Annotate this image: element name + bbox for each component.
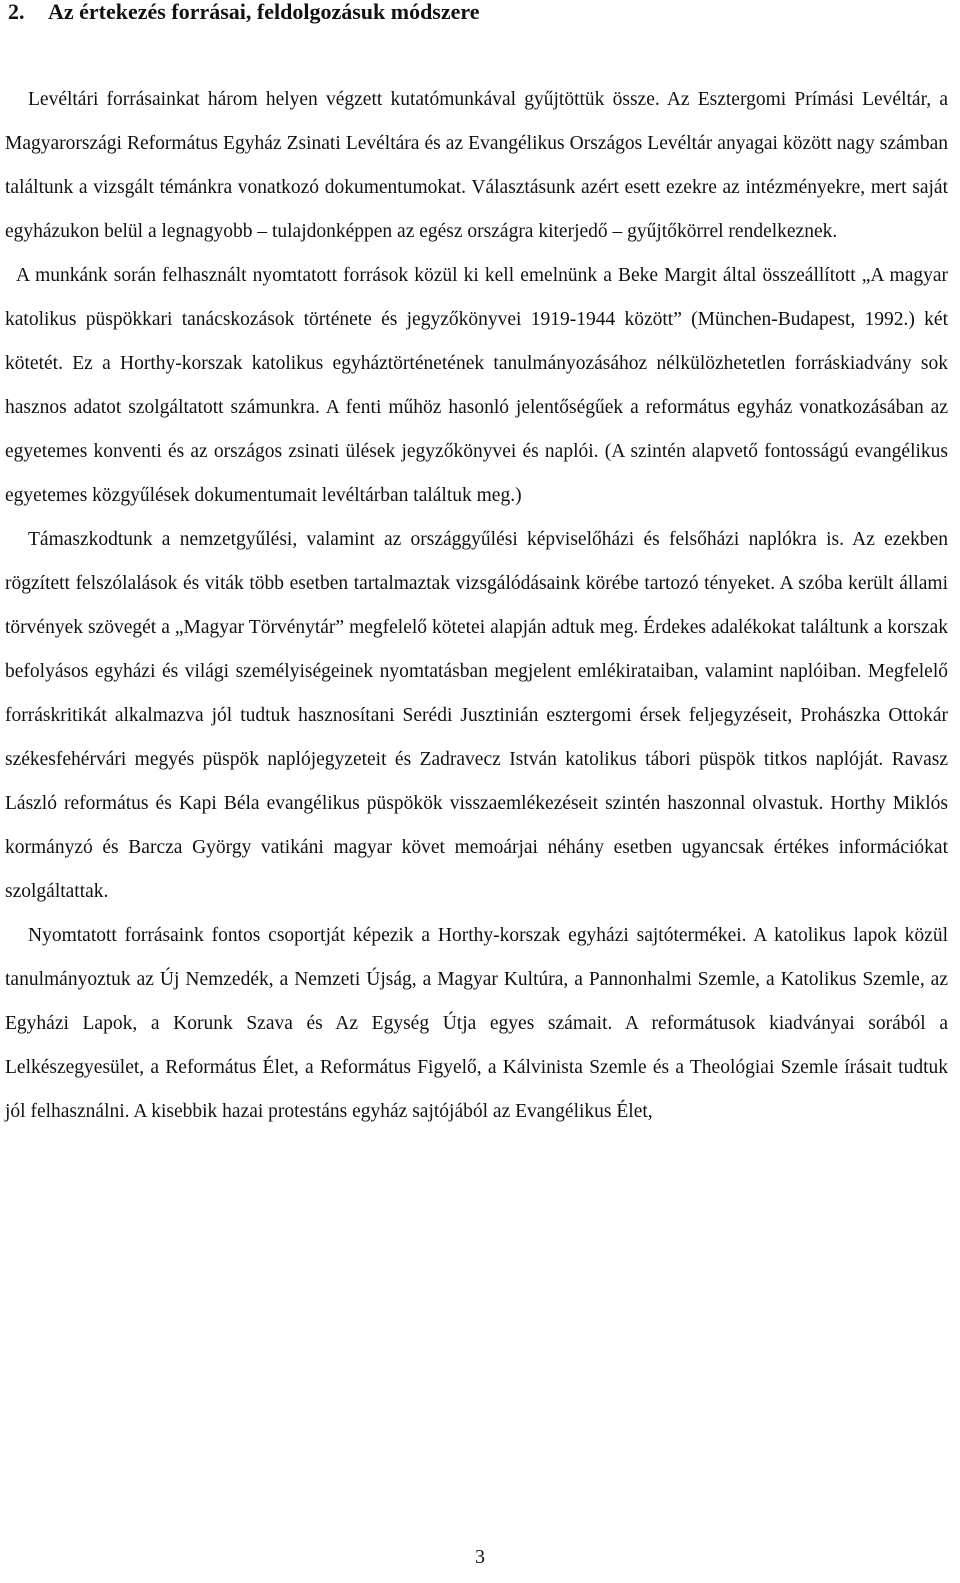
paragraph-church-press: Nyomtatott forrásaink fontos csoportját képezik a Horthy-korszak egyházi sajtótermékei. A katolikus lapok közül tanulmányoztuk az Új Nemzedék, a Nemzeti Újság, a Magyar Kultúra, a Pannonhalmi Szemle, a Katolikus Szemle, az Egyházi Lapok, a Korunk Szava és Az Egység Útja egyes számait. A reformátusok kiadványai sorából a Lelkészegyesület, a Református Élet, a Református Figyelő, a Kálvinista Szemle és a Theológiai Szemle írásait tudtuk jól felhasználni. A kisebbik hazai protestáns egyház sajtójából az Evangélikus Élet, — [5, 925, 948, 1122]
section-heading — [8, 0, 480, 26]
section-title: Az értekezés forrásai, feldolgozásuk módszere — [48, 0, 480, 24]
body-text — [5, 78, 948, 1134]
paragraph-printed-sources: A munkánk során felhasznált nyomtatott források közül ki kell emelnünk a Beke Margit által összeállított „A magyar katolikus püspökkari tanácskozások története és jegyzőkönyvei 1919-1944 között” (München-Budapest, 1992.) két kötetét. Ez a Horthy-korszak katolikus egyháztörténetének tanulmányozásához nélkülözhetetlen forráskiadvány sok hasznos adatot szolgáltatott számunkra. A fenti műhöz hasonló jelentőségűek a református egyház vonatkozásában az egyetemes konventi és az országos zsinati ülések jegyzőkönyvei és naplói. (A szintén alapvető fontosságú evangélikus egyetemes közgyűlések dokumentumait levéltárban találtuk meg.) — [5, 265, 948, 506]
paragraph-parliamentary-records: Támaszkodtunk a nemzetgyűlési, valamint az országgyűlési képviselőházi és felsőházi naplókra is. Az ezekben rögzített felszólalások és viták több esetben tartalmaztak vizsgálódásaink körébe tartozó tényeket. A szóba került állami törvények szövegét a „Magyar Törvénytár” megfelelő kötetei alapján adtuk meg. Érdekes adalékokat találtunk a korszak befolyásos egyházi és világi személyiségeinek nyomtatásban megjelent emlékirataiban, valamint naplóiban. Megfelelő forráskritikát alkalmazva jól tudtuk hasznosítani Serédi Jusztinián esztergomi érsek feljegyzéseit, Prohászka Ottokár székesfehérvári megyés püspök naplójegyzeteit és Zadravecz István katolikus tábori püspök titkos naplóját. Ravasz László református és Kapi Béla evangélikus püspökök visszaemlékezéseit szintén haszonnal olvastuk. Horthy Miklós kormányzó és Barcza György vatikáni magyar követ memoárjai néhány esetben ugyancsak értékes információkat szolgáltattak. — [5, 529, 948, 902]
page-number: 3 — [475, 1546, 485, 1568]
paragraph-archival-sources: Levéltári forrásainkat három helyen végzett kutatómunkával gyűjtöttük össze. Az Esztergomi Prímási Levéltár, a Magyarországi Református Egyház Zsinati Levéltára és az Evangélikus Országos Levéltár anyagai között nagy számban találtunk a vizsgált témánkra vonatkozó dokumentumokat. Választásunk azért esett ezekre az intézményekre, mert saját egyházukon belül a legnagyobb – tulajdonképpen az egész országra kiterjedő – gyűjtőkörrel rendelkeznek. — [5, 89, 948, 242]
section-number: 2. — [8, 0, 25, 24]
